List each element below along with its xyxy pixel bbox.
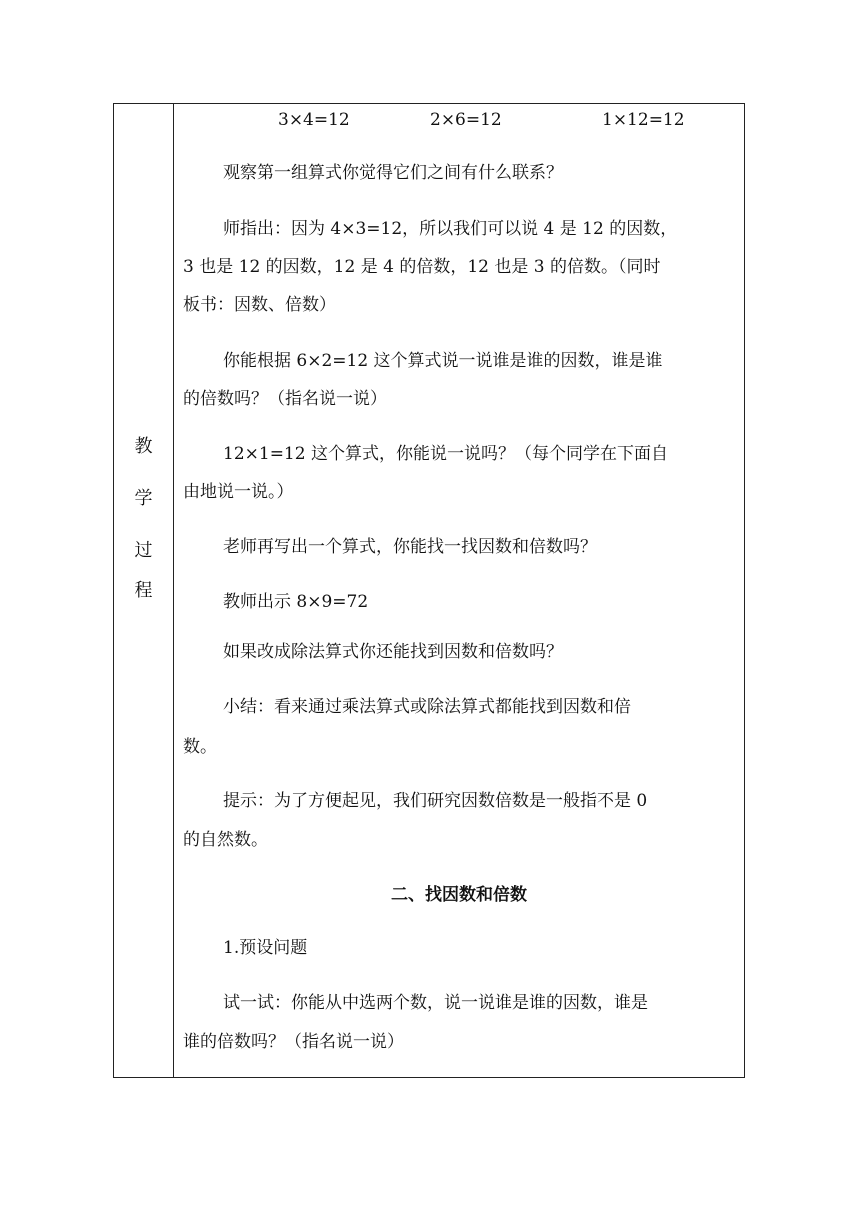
- section-label-char: 学: [134, 488, 153, 509]
- paragraph-line: 的倍数吗？（指名说一说）: [183, 389, 387, 409]
- paragraph-line: 12×1=12 这个算式，你能说一说吗？（每个同学在下面自: [223, 444, 668, 464]
- paragraph-line: 由地说一说。）: [183, 482, 294, 502]
- paragraph-line: 1.预设问题: [223, 938, 308, 958]
- equation: 1×12=12: [602, 110, 685, 130]
- paragraph-line: 谁的倍数吗？（指名说一说）: [183, 1032, 404, 1052]
- paragraph-line: 数。: [183, 737, 217, 757]
- section-label-char: 程: [134, 580, 153, 601]
- section-label-char: 教: [134, 436, 153, 457]
- lesson-content: [174, 104, 744, 1077]
- paragraph-line: 你能根据 6×2=12 这个算式说一说谁是谁的因数，谁是谁: [223, 351, 663, 371]
- paragraph-line: 3 也是 12 的因数，12 是 4 的倍数，12 也是 3 的倍数。（同时: [183, 257, 661, 277]
- section-label-column: [114, 104, 173, 1077]
- equation: 2×6=12: [430, 110, 502, 130]
- section-label-char: 过: [134, 540, 153, 561]
- paragraph-line: 观察第一组算式你觉得它们之间有什么联系？: [223, 163, 563, 183]
- paragraph-line: 板书：因数、倍数）: [183, 295, 336, 315]
- equation: 3×4=12: [278, 110, 350, 130]
- paragraph-line: 小结：看来通过乘法算式或除法算式都能找到因数和倍: [223, 697, 631, 717]
- paragraph-line: 如果改成除法算式你还能找到因数和倍数吗？: [223, 642, 563, 662]
- section-heading: 二、找因数和倍数: [391, 885, 527, 905]
- paragraph-line: 的自然数。: [183, 830, 268, 850]
- lesson-table: [113, 103, 745, 1078]
- paragraph-line: 提示：为了方便起见，我们研究因数倍数是一般指不是 0: [223, 791, 648, 811]
- paragraph-line: 师指出：因为 4×3=12，所以我们可以说 4 是 12 的因数，: [223, 219, 678, 239]
- paragraph-line: 教师出示 8×9=72: [223, 592, 369, 612]
- paragraph-line: 老师再写出一个算式，你能找一找因数和倍数吗？: [223, 537, 597, 557]
- paragraph-line: 试一试：你能从中选两个数，说一说谁是谁的因数，谁是: [223, 993, 648, 1013]
